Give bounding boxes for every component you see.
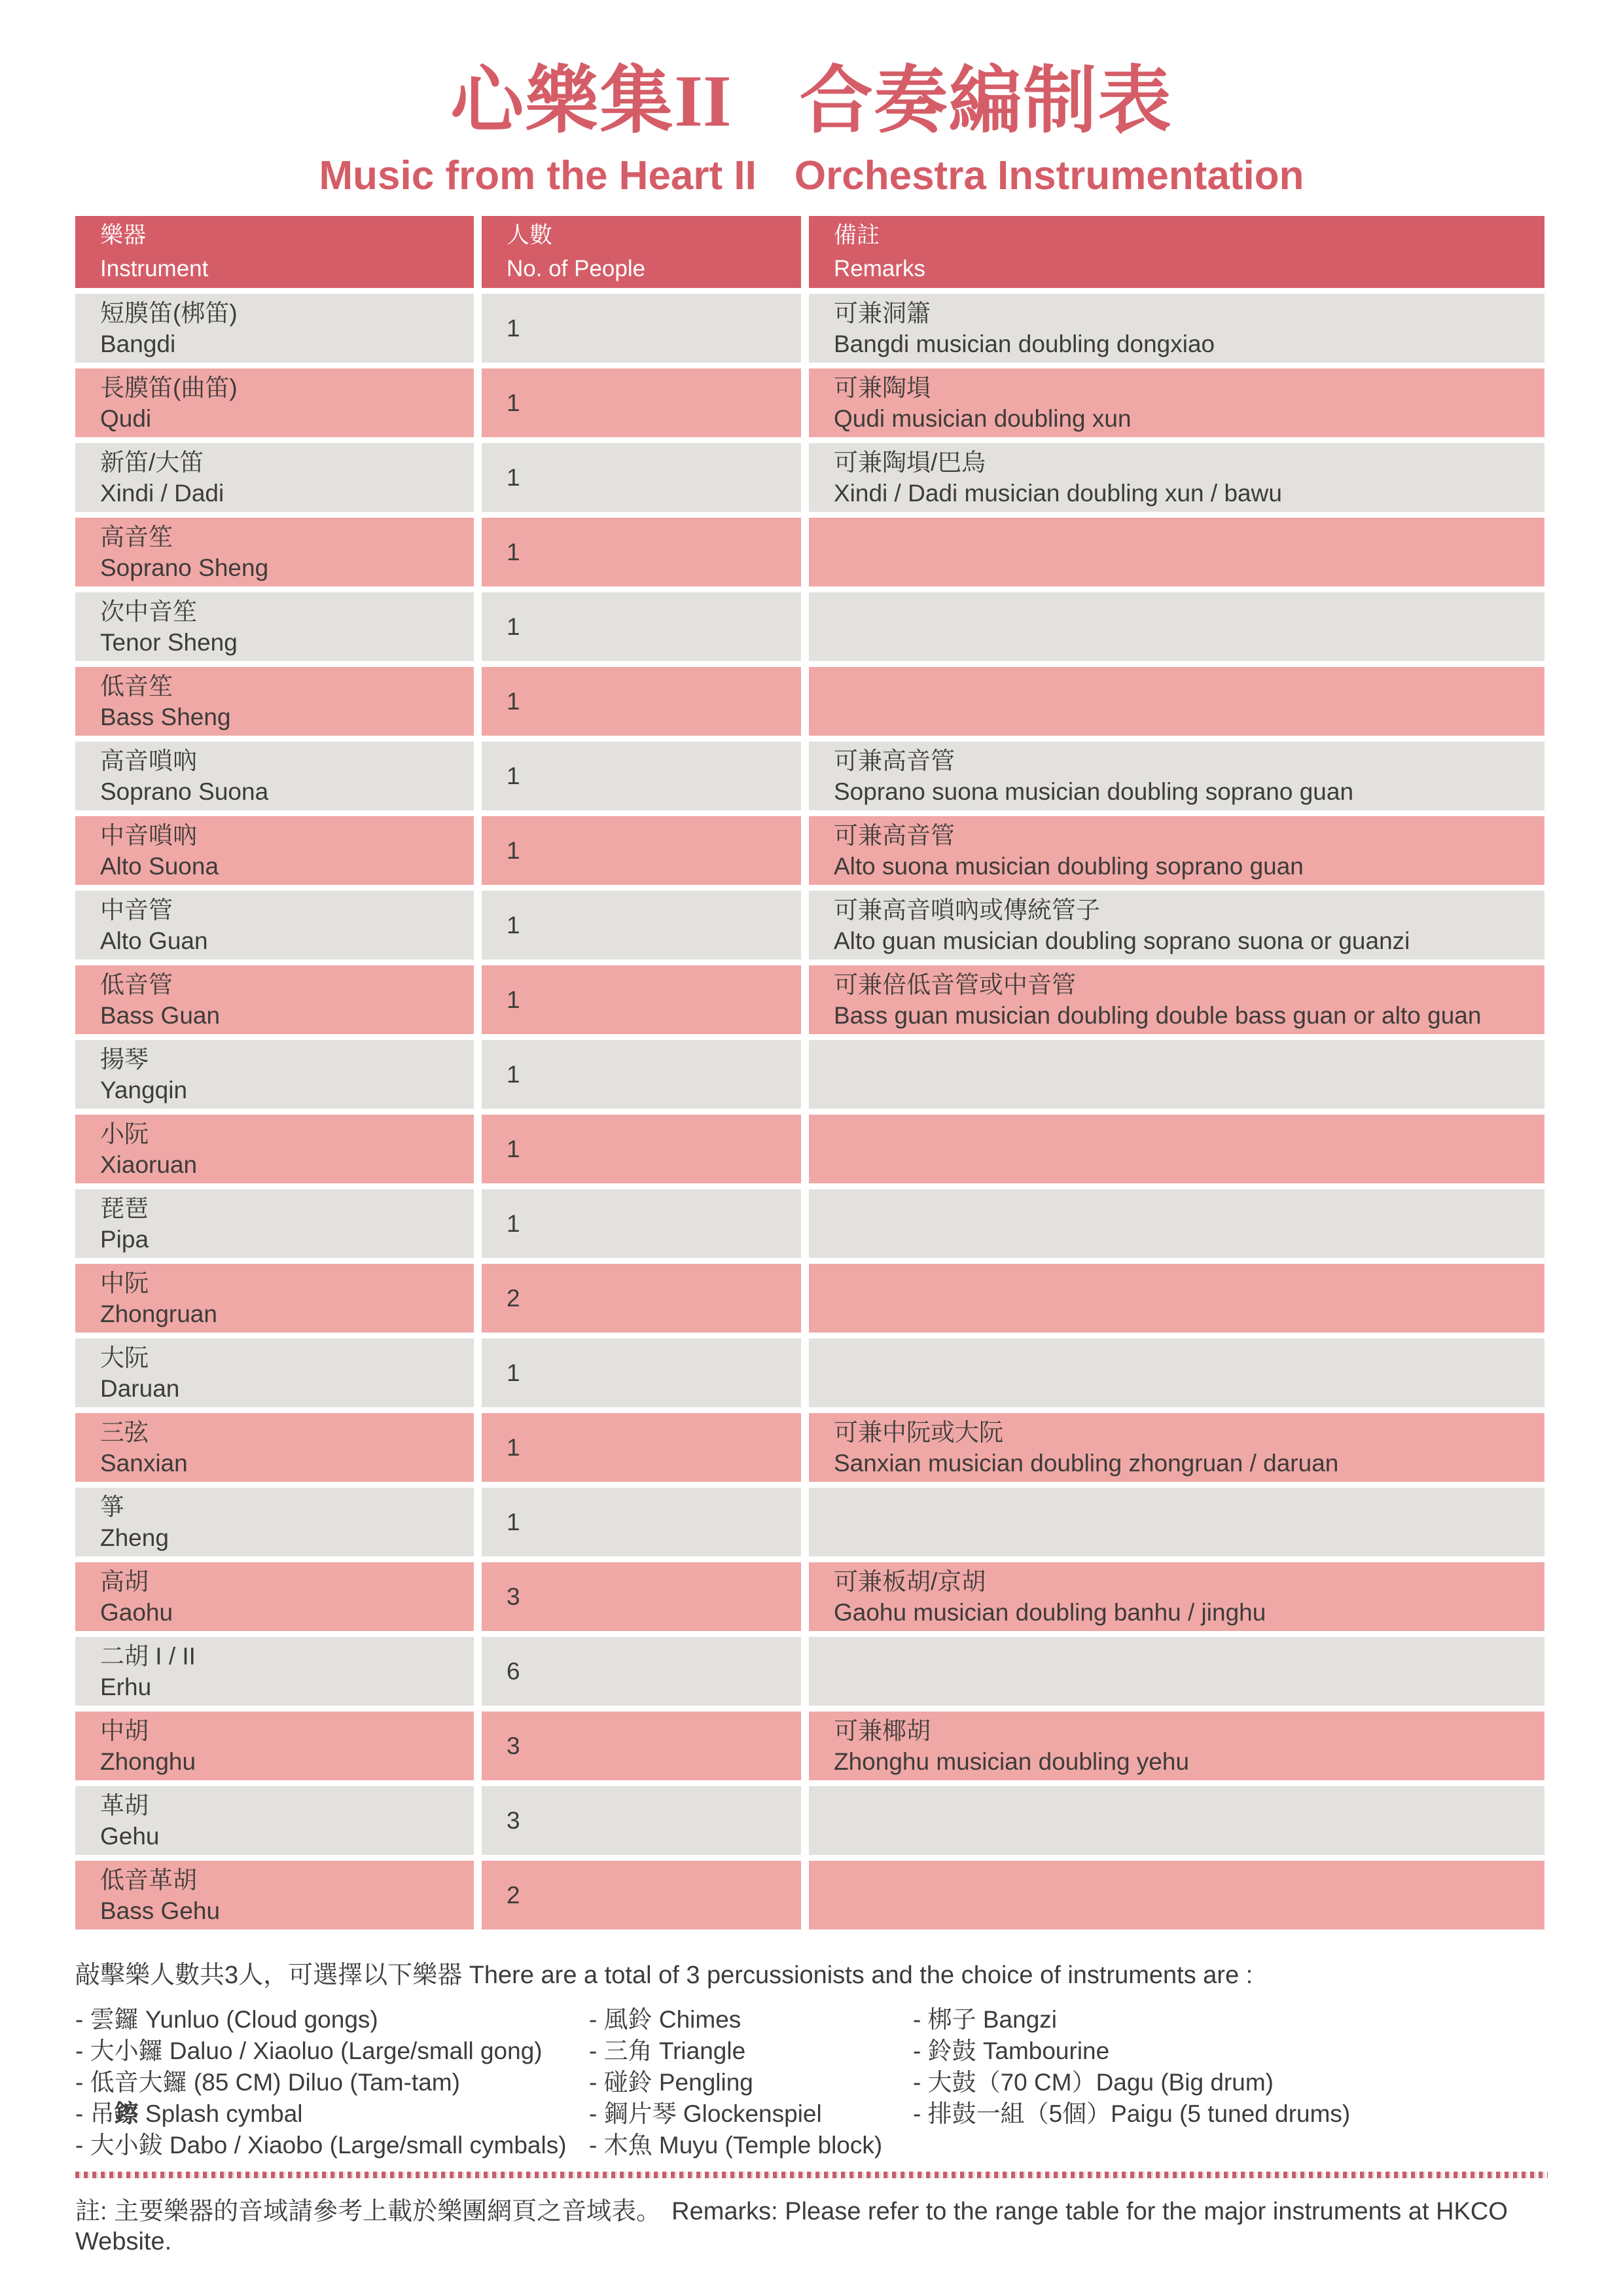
title-zh-main: 心樂集 xyxy=(450,60,675,141)
remark-zh: 可兼板胡/京胡 xyxy=(834,1568,986,1595)
remarks-cell xyxy=(809,1712,1544,1780)
percussion-item: - 雲鑼 Yunluo (Cloud gongs) xyxy=(75,2006,378,2033)
instrument-name-zh: 二胡 I / II xyxy=(100,1642,196,1670)
header-remarks-zh: 備註 xyxy=(834,223,880,248)
footer-note-en: Remarks: Please refer to the range table for the major instruments at HKCO Website. xyxy=(75,2198,1508,2255)
remarks-cell xyxy=(809,965,1544,1034)
instrument-name-en: Alto Suona xyxy=(100,852,219,880)
people-count-cell xyxy=(482,1861,801,1929)
instrument-name-en: Sanxian xyxy=(100,1449,188,1477)
remark-zh: 可兼陶塤 xyxy=(834,374,931,401)
instrument-name-en: Gaohu xyxy=(100,1598,173,1626)
percussion-item: - 大鼓（70 CM）Dagu (Big drum) xyxy=(913,2069,1274,2096)
people-count: 1 xyxy=(507,1359,520,1386)
instrument-name-zh: 中胡 xyxy=(100,1717,149,1744)
people-count: 2 xyxy=(507,1881,520,1909)
people-count: 2 xyxy=(507,1284,520,1312)
remarks-cell xyxy=(809,816,1544,885)
instrument-name-zh: 低音革胡 xyxy=(100,1866,197,1893)
remark-en: Sanxian musician doubling zhongruan / daruan xyxy=(834,1449,1339,1477)
instrument-cell xyxy=(75,1189,474,1258)
percussion-item: - 大小鈸 Dabo / Xiaobo (Large/small cymbals) xyxy=(75,2132,567,2159)
percussion-item: - 大小鑼 Daluo / Xiaoluo (Large/small gong) xyxy=(75,2037,543,2064)
instrument-cell xyxy=(75,518,474,586)
instrument-cell xyxy=(75,1861,474,1929)
percussion-section xyxy=(75,1961,1548,2161)
remarks-cell xyxy=(809,1040,1544,1109)
header-instrument-zh: 樂器 xyxy=(100,223,147,248)
remarks-cell xyxy=(809,294,1544,363)
people-count-cell xyxy=(482,1189,801,1258)
percussion-columns xyxy=(75,2004,1548,2161)
remarks-cell xyxy=(809,1189,1544,1258)
instrument-name-en: Zheng xyxy=(100,1524,169,1551)
title-en-left: Music from the Heart II xyxy=(319,153,757,198)
remark-zh: 可兼高音管 xyxy=(834,821,955,849)
people-count-cell xyxy=(482,518,801,586)
instrument-name-zh: 中音嗩吶 xyxy=(100,821,197,849)
remarks-cell xyxy=(809,368,1544,437)
people-count: 6 xyxy=(507,1657,520,1685)
remark-en: Alto guan musician doubling soprano suona or guanzi xyxy=(834,927,1410,954)
header-instrument xyxy=(75,216,474,288)
instrument-cell xyxy=(75,816,474,885)
percussion-intro-en: There are a total of 3 percussionists and the choice of instruments are : xyxy=(469,1962,1253,1989)
instrument-name-zh: 新笛/大笛 xyxy=(100,448,204,476)
instrument-name-en: Bass Sheng xyxy=(100,703,231,730)
instrument-cell xyxy=(75,1637,474,1706)
people-count: 1 xyxy=(507,538,520,565)
percussion-item xyxy=(75,2098,589,2130)
percussion-item: - 鋼片琴 Glockenspiel xyxy=(589,2100,822,2127)
people-count: 1 xyxy=(507,463,520,491)
percussion-item: - 梆子 Bangzi xyxy=(913,2006,1058,2033)
people-count: 1 xyxy=(507,1508,520,1535)
dashed-divider xyxy=(75,2172,1548,2178)
instrument-cell xyxy=(75,1562,474,1631)
remarks-cell xyxy=(809,742,1544,810)
remark-zh: 可兼倍低音管或中音管 xyxy=(834,971,1076,998)
people-count: 1 xyxy=(507,986,520,1013)
percussion-item: - 排鼓一組（5個）Paigu (5 tuned drums) xyxy=(913,2100,1351,2127)
percussion-item: - 木魚 Muyu (Temple block) xyxy=(589,2132,883,2159)
people-count: 3 xyxy=(507,1732,520,1759)
instrument-name-zh: 小阮 xyxy=(100,1120,149,1147)
percussion-column-1 xyxy=(75,2004,589,2161)
instrument-name-zh: 中音管 xyxy=(100,896,173,924)
instrument-name-zh: 長膜笛(曲笛) xyxy=(100,374,238,401)
title-zh-rest: 合奏編制表 xyxy=(799,60,1173,141)
people-count-cell xyxy=(482,667,801,736)
people-count: 3 xyxy=(507,1583,520,1610)
percussion-item-rest: Splash cymbal xyxy=(138,2100,303,2127)
remark-en: Soprano suona musician doubling soprano guan xyxy=(834,778,1354,805)
instrument-name-en: Pipa xyxy=(100,1225,149,1253)
people-count: 1 xyxy=(507,389,520,416)
instrument-name-en: Soprano Sheng xyxy=(100,554,269,581)
people-count-cell xyxy=(482,1040,801,1109)
people-count: 1 xyxy=(507,1060,520,1088)
people-count: 1 xyxy=(507,687,520,715)
instrumentation-table xyxy=(75,216,1544,1929)
remark-en: Zhonghu musician doubling yehu xyxy=(834,1748,1190,1775)
people-count-cell xyxy=(482,816,801,885)
people-count-cell xyxy=(482,1786,801,1855)
instrument-name-en: Alto Guan xyxy=(100,927,208,954)
instrument-name-zh: 次中音笙 xyxy=(100,598,197,625)
remarks-cell xyxy=(809,443,1544,512)
header-people xyxy=(482,216,801,288)
instrument-name-en: Erhu xyxy=(100,1673,152,1700)
instrument-name-zh: 箏 xyxy=(100,1493,124,1520)
instrument-name-en: Xindi / Dadi xyxy=(100,479,224,507)
people-count-cell xyxy=(482,1637,801,1706)
people-count-cell xyxy=(482,1264,801,1333)
people-count: 1 xyxy=(507,613,520,640)
people-count: 1 xyxy=(507,1210,520,1237)
remarks-cell xyxy=(809,1488,1544,1556)
title-zh-numeral: II xyxy=(674,61,732,142)
instrument-name-en: Tenor Sheng xyxy=(100,628,238,656)
people-count-cell xyxy=(482,368,801,437)
instrument-name-en: Bass Guan xyxy=(100,1001,221,1029)
people-count-cell xyxy=(482,965,801,1034)
instrument-name-en: Bass Gehu xyxy=(100,1897,221,1924)
people-count-cell xyxy=(482,1712,801,1780)
instrument-name-en: Zhongruan xyxy=(100,1300,217,1327)
remarks-cell xyxy=(809,1861,1544,1929)
remark-zh: 可兼中阮或大阮 xyxy=(834,1418,1003,1446)
remark-en: Qudi musician doubling xun xyxy=(834,404,1132,432)
remarks-cell xyxy=(809,891,1544,960)
remarks-cell xyxy=(809,667,1544,736)
header-remarks-en: Remarks xyxy=(834,256,926,281)
instrument-cell xyxy=(75,1040,474,1109)
remark-zh: 可兼陶塤/巴烏 xyxy=(834,448,986,476)
instrument-name-en: Gehu xyxy=(100,1822,160,1850)
percussion-item: - 風鈴 Chimes xyxy=(589,2006,741,2033)
remarks-cell xyxy=(809,1413,1544,1482)
percussion-intro xyxy=(75,1961,1548,1990)
remarks-cell xyxy=(809,1264,1544,1333)
instrument-cell xyxy=(75,1712,474,1780)
instrument-name-zh: 高胡 xyxy=(100,1568,149,1595)
people-count: 1 xyxy=(507,762,520,789)
instrument-name-zh: 低音管 xyxy=(100,971,173,998)
instrument-name-zh: 揚琴 xyxy=(100,1045,149,1073)
instrument-name-zh: 高音嗩吶 xyxy=(100,747,197,774)
header-instrument-en: Instrument xyxy=(100,256,209,281)
remark-zh: 可兼洞簫 xyxy=(834,299,931,327)
instrument-cell xyxy=(75,1488,474,1556)
people-count-cell xyxy=(482,443,801,512)
remark-en: Bass guan musician doubling double bass guan or alto guan xyxy=(834,1001,1482,1029)
instrument-name-zh: 短膜笛(梆笛) xyxy=(100,299,238,327)
title-en-right: Orchestra Instrumentation xyxy=(794,153,1304,198)
page-title-chinese xyxy=(0,58,1623,145)
header-people-en: No. of People xyxy=(507,256,646,281)
people-count: 3 xyxy=(507,1806,520,1834)
instrument-cell xyxy=(75,443,474,512)
instrument-cell xyxy=(75,667,474,736)
people-count-cell xyxy=(482,294,801,363)
remark-en: Bangdi musician doubling dongxiao xyxy=(834,330,1215,357)
remarks-cell xyxy=(809,1338,1544,1407)
people-count: 1 xyxy=(507,911,520,939)
percussion-item-text: - 吊 xyxy=(75,2100,115,2127)
instrument-cell xyxy=(75,1264,474,1333)
footer-note-zh: 註: 主要樂器的音域請參考上載於樂團網頁之音域表。 xyxy=(75,2198,662,2225)
remark-en: Alto suona musician doubling soprano guan xyxy=(834,852,1304,880)
remark-en: Gaohu musician doubling banhu / jinghu xyxy=(834,1598,1266,1626)
instrument-name-zh: 三弦 xyxy=(100,1418,149,1446)
instrument-name-en: Xiaoruan xyxy=(100,1151,198,1178)
instrument-name-zh: 琵琶 xyxy=(100,1194,149,1222)
people-count-cell xyxy=(482,1413,801,1482)
percussion-column-3 xyxy=(913,2004,1548,2161)
remarks-cell xyxy=(809,1115,1544,1183)
people-count: 1 xyxy=(507,1433,520,1461)
instrument-name-zh: 低音笙 xyxy=(100,672,173,700)
page-title-english xyxy=(0,154,1623,198)
instrument-name-zh: 中阮 xyxy=(100,1269,149,1297)
remarks-cell xyxy=(809,518,1544,586)
instrument-name-en: Yangqin xyxy=(100,1076,188,1103)
instrument-cell xyxy=(75,742,474,810)
people-count-cell xyxy=(482,891,801,960)
people-count: 1 xyxy=(507,314,520,342)
instrument-name-en: Daruan xyxy=(100,1374,180,1402)
percussion-intro-zh: 敲擊樂人數共3人，可選擇以下樂器 xyxy=(75,1962,463,1989)
instrument-name-en: Zhonghu xyxy=(100,1748,196,1775)
header-people-zh: 人數 xyxy=(507,223,553,248)
people-count: 1 xyxy=(507,1135,520,1162)
footer-note xyxy=(75,2197,1548,2257)
remark-en: Xindi / Dadi musician doubling xun / bawu xyxy=(834,479,1282,507)
people-count-cell xyxy=(482,592,801,661)
instrument-name-zh: 高音笙 xyxy=(100,523,173,550)
remark-zh: 可兼高音管 xyxy=(834,747,955,774)
instrument-cell xyxy=(75,294,474,363)
instrument-name-en: Qudi xyxy=(100,404,152,432)
remarks-cell xyxy=(809,592,1544,661)
percussion-item: - 三角 Triangle xyxy=(589,2037,746,2064)
remarks-cell xyxy=(809,1562,1544,1631)
instrument-name-zh: 大阮 xyxy=(100,1344,149,1371)
remarks-cell xyxy=(809,1637,1544,1706)
people-count-cell xyxy=(482,742,801,810)
header-remarks xyxy=(809,216,1544,288)
percussion-item-bold-glyph: 鑔 xyxy=(114,2100,139,2127)
instrument-cell xyxy=(75,1786,474,1855)
people-count: 1 xyxy=(507,836,520,864)
instrument-cell xyxy=(75,1338,474,1407)
remarks-cell xyxy=(809,1786,1544,1855)
people-count-cell xyxy=(482,1338,801,1407)
remark-zh: 可兼椰胡 xyxy=(834,1717,931,1744)
percussion-item: - 鈴鼓 Tambourine xyxy=(913,2037,1110,2064)
instrument-name-en: Soprano Suona xyxy=(100,778,269,805)
people-count-cell xyxy=(482,1488,801,1556)
percussion-column-2 xyxy=(589,2004,913,2161)
people-count-cell xyxy=(482,1562,801,1631)
remark-zh: 可兼高音嗩吶或傳統管子 xyxy=(834,896,1100,924)
instrument-cell xyxy=(75,965,474,1034)
instrument-cell xyxy=(75,1115,474,1183)
instrument-cell xyxy=(75,368,474,437)
percussion-item: - 碰鈴 Pengling xyxy=(589,2069,753,2096)
instrument-cell xyxy=(75,891,474,960)
instrument-name-en: Bangdi xyxy=(100,330,176,357)
people-count-cell xyxy=(482,1115,801,1183)
instrument-cell xyxy=(75,592,474,661)
instrument-name-zh: 革胡 xyxy=(100,1791,149,1819)
percussion-item: - 低音大鑼 (85 CM) Diluo (Tam-tam) xyxy=(75,2069,460,2096)
instrument-cell xyxy=(75,1413,474,1482)
